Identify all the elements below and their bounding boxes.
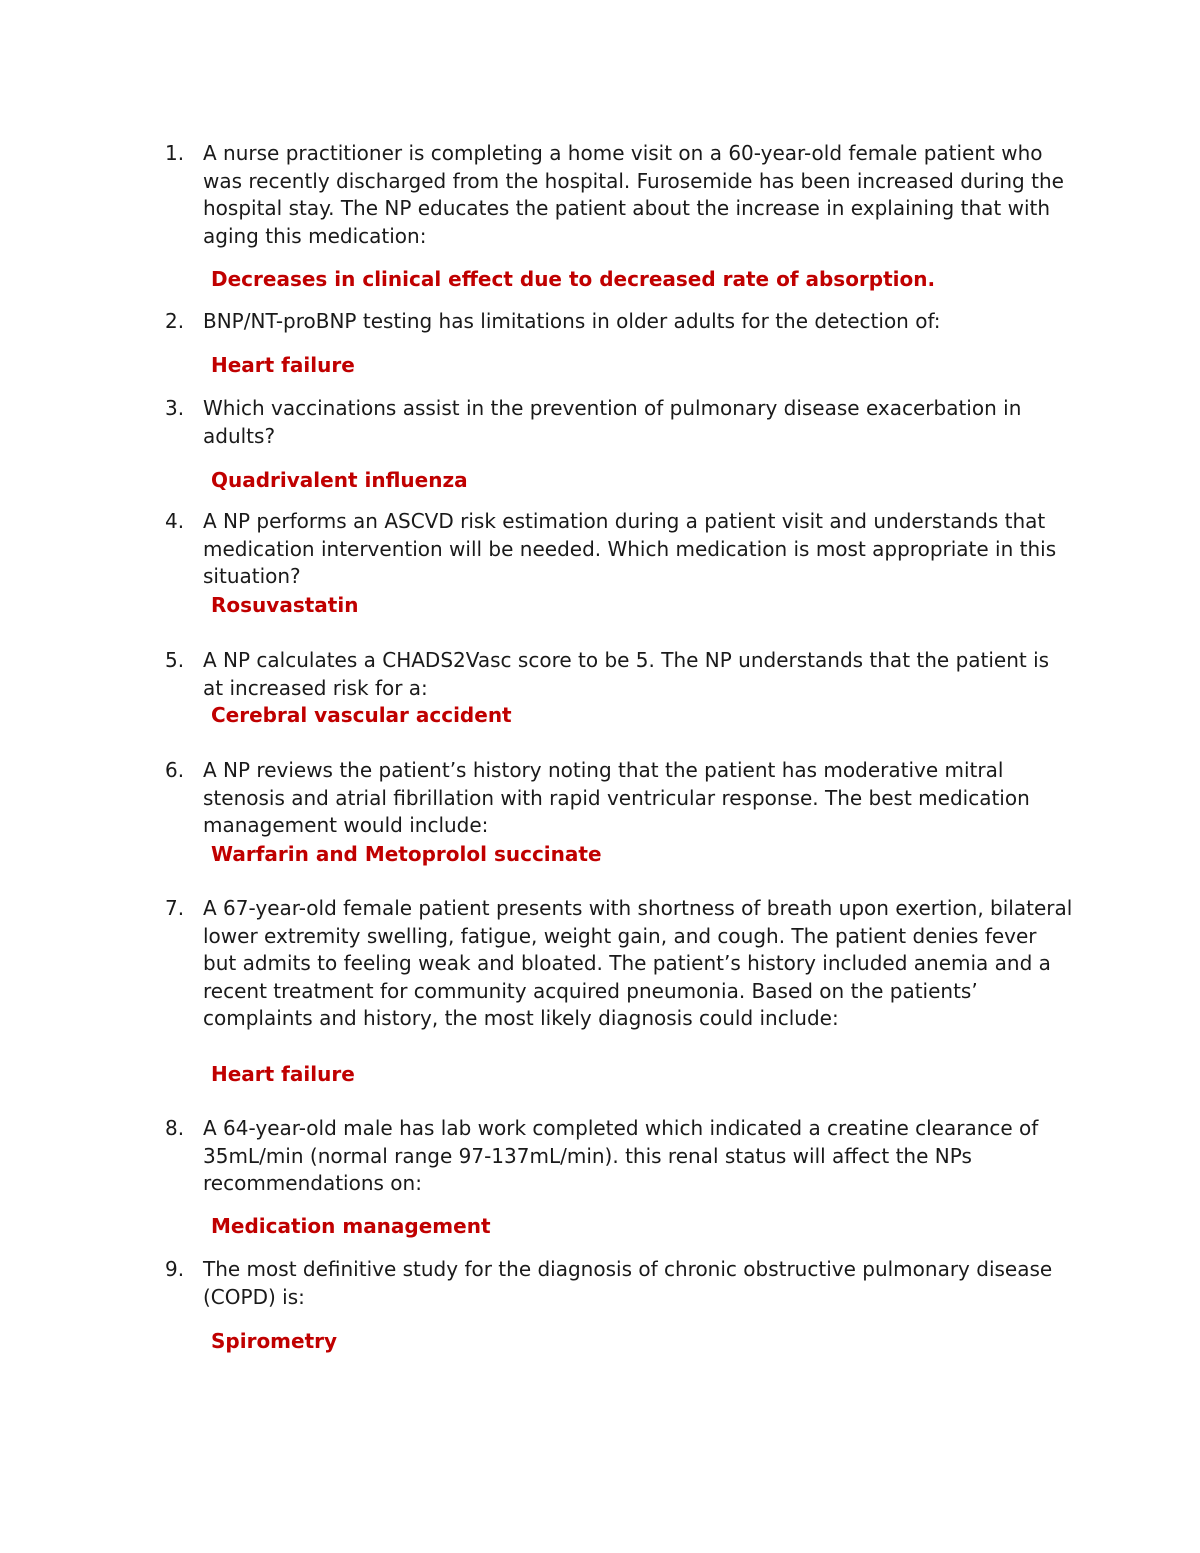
question-text: A NP performs an ASCVD risk estimation during a patient visit and understands that medication intervention will be needed. Which medication is most appropriate in this situation? <box>203 509 1057 588</box>
answer-text: Decreases in clinical effect due to decreased rate of absorption. <box>211 267 936 291</box>
answer-text: Heart failure <box>211 1062 355 1086</box>
question-text: The most definitive study for the diagnosis of chronic obstructive pulmonary disease (COPD) is: <box>203 1257 1053 1309</box>
question-number: 7. <box>165 896 185 920</box>
answer-text: Medication management <box>211 1214 491 1238</box>
answer-text: Heart failure <box>211 353 355 377</box>
question-number: 9. <box>165 1257 185 1281</box>
answer-text: Cerebral vascular accident <box>211 703 512 727</box>
question-text: BNP/NT-proBNP testing has limitations in older adults for the detection of: <box>203 309 941 333</box>
question-text: A NP calculates a CHADS2Vasc score to be 5. The NP understands that the patient is at increased risk for a: <box>203 648 1050 700</box>
question-text: A 64-year-old male has lab work completed which indicated a creatine clearance of 35mL/min (normal range 97-137mL/min). this renal status will affect the NPs recommendations on: <box>203 1116 1039 1195</box>
question-number: 6. <box>165 758 185 782</box>
question-number: 2. <box>165 309 185 333</box>
question-number: 1. <box>165 141 185 165</box>
question-text: A 67-year-old female patient presents with shortness of breath upon exertion, bilateral lower extremity swelling, fatigue, weight gain, and cough. The patient denies fever but admits to feeling weak and bloated. The patient’s history included anemia and a recent treatment for community acquired pneumonia. Based on the patients’ complaints and history, the most likely diagnosis could include: <box>203 896 1073 1030</box>
question-number: 4. <box>165 509 185 533</box>
question-number: 5. <box>165 648 185 672</box>
answer-text: Spirometry <box>211 1329 338 1353</box>
answer-text: Warfarin and Metoprolol succinate <box>211 842 602 866</box>
question-number: 3. <box>165 396 185 420</box>
answer-text: Quadrivalent influenza <box>211 468 468 492</box>
answer-text: Rosuvastatin <box>211 593 359 617</box>
question-text: Which vaccinations assist in the prevention of pulmonary disease exacerbation in adults? <box>203 396 1022 448</box>
question-number: 8. <box>165 1116 185 1140</box>
question-text: A nurse practitioner is completing a home visit on a 60-year-old female patient who was recently discharged from the hospital. Furosemide has been increased during the hospital stay. The NP educates the patient about the increase in explaining that with aging this medication: <box>203 141 1064 248</box>
question-text: A NP reviews the patient’s history noting that the patient has moderative mitral stenosis and atrial fibrillation with rapid ventricular response. The best medication management would include: <box>203 758 1030 837</box>
